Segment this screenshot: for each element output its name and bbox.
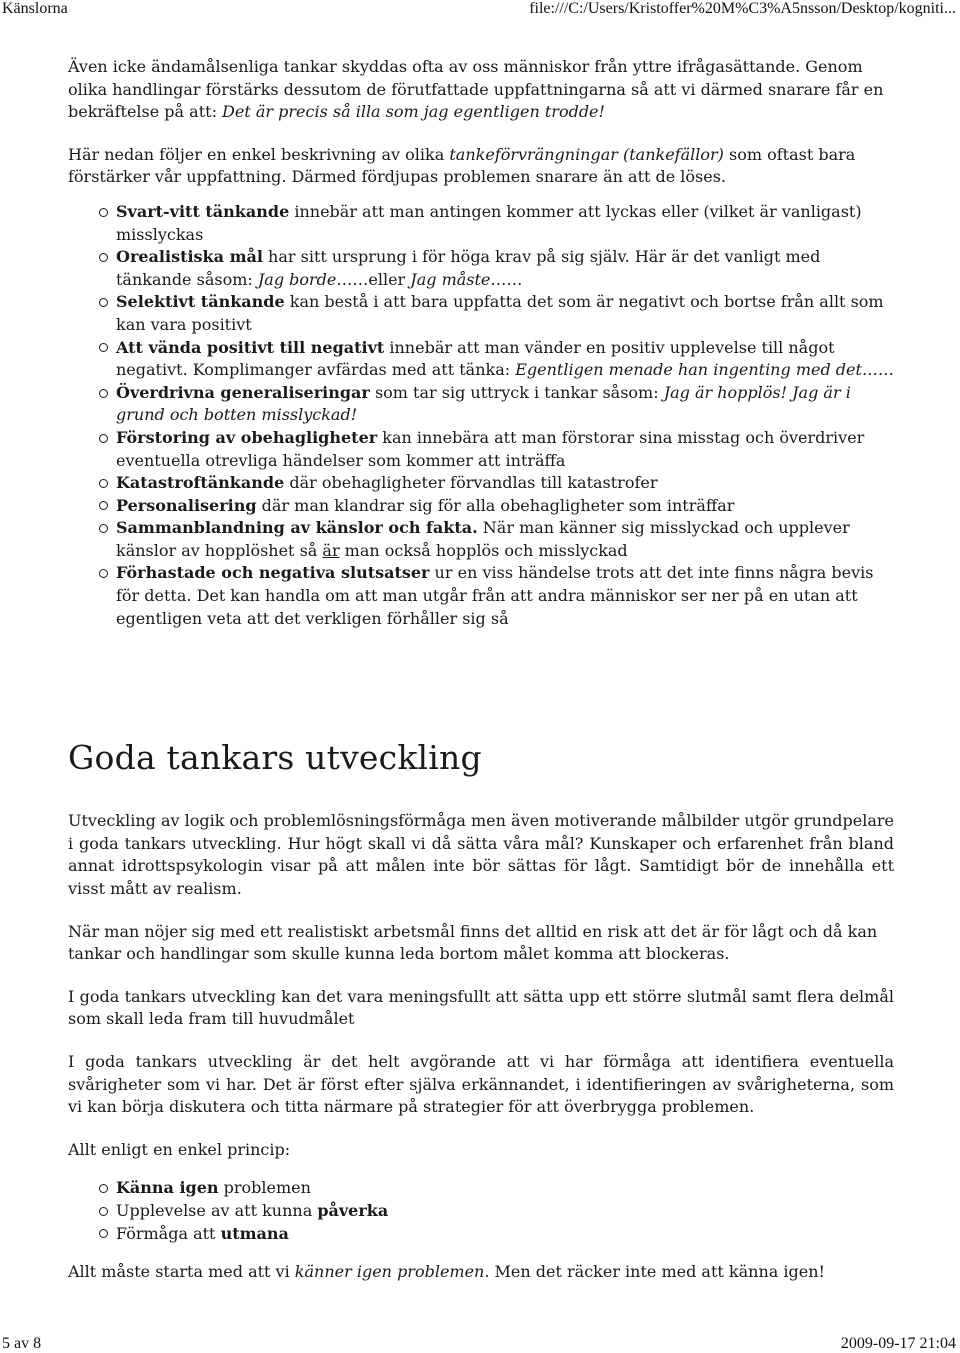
list-item: Upplevelse av att kunna påverka <box>116 1200 894 1223</box>
list-item: Känna igen problemen <box>116 1177 894 1200</box>
document-body <box>68 56 894 1284</box>
list-item: Personalisering där man klandrar sig för alla obehagligheter som inträffar <box>116 495 894 518</box>
list-item: Sammanblandning av känslor och fakta. När man känner sig misslyckad och upplever känslor av hopplöshet så är man också hopplös och misslyckad <box>116 517 894 562</box>
list-item: Selektivt tänkande kan bestå i att bara uppfatta det som är negativt och bortse från allt som kan vara positivt <box>116 291 894 336</box>
list-item: Förstoring av obehagligheter kan innebära att man förstorar sina misstag och överdriver eventuella otrevliga händelser som kommer att inträffa <box>116 427 894 472</box>
distortions-intro-paragraph: Här nedan följer en enkel beskrivning av olika tankeförvrängningar (tankefällor) som oftast bara förstärker vår uppfattning. Därmed fördjupas problemen snarare än att de löses. <box>68 144 856 187</box>
list-item: Orealistiska mål har sitt ursprung i för höga krav på sig själv. Här är det vanligt med tänkande såsom: Jag borde……eller Jag måste…… <box>116 246 894 291</box>
principle-list <box>68 1177 894 1245</box>
list-item: Svart-vitt tänkande innebär att man antingen kommer att lyckas eller (vilket är vanligast) misslyckas <box>116 201 894 246</box>
list-item: Förmåga att utmana <box>116 1223 894 1246</box>
section-paragraph: I goda tankars utveckling är det helt avgörande att vi har förmåga att identifiera eventuella svårigheter som vi har. Det är först efter själva erkännandet, i identifieringen av svårigheterna, som vi kan börja diskutera och titta närmare på strategier för att överbrygga problemen. <box>68 1052 894 1117</box>
page-counter: 5 av 8 <box>2 1335 42 1352</box>
list-item: Att vända positivt till negativt innebär att man vänder en positiv upplevelse till något negativt. Komplimanger avfärdas med att tänka: Egentligen menade han ingenting med det…… <box>116 337 894 382</box>
list-item: Katastroftänkande där obehagligheter förvandlas till katastrofer <box>116 472 894 495</box>
print-timestamp: 2009-09-17 21:04 <box>840 1335 956 1352</box>
page-file-url: file:///C:/Users/Kristoffer%20M%C3%A5nsson/Desktop/kogniti... <box>529 0 956 17</box>
intro-quote: Det är precis så illa som jag egentligen trodde! <box>222 102 605 122</box>
list-item: Förhastade och negativa slutsatser ur en viss händelse trots att det inte finns några bevis för detta. Det kan handla om att man utgår från att andra människor ser ner på en utan att egentligen veta att det verkligen förhåller sig så <box>116 562 894 630</box>
list-item: Överdrivna generaliseringar som tar sig uttryck i tankar såsom: Jag är hopplös! Jag är i grund och botten misslyckad! <box>116 382 894 427</box>
section-paragraph: I goda tankars utveckling kan det vara meningsfullt att sätta upp ett större slutmål samt flera delmål som skall leda fram till huvudmålet <box>68 986 894 1029</box>
browser-page-title: Känslorna <box>2 0 68 17</box>
closing-paragraph: Allt måste starta med att vi känner igen problemen. Men det räcker inte med att känna igen! <box>68 1262 825 1282</box>
distortions-term: tankeförvrängningar (tankefällor) <box>449 144 724 164</box>
principle-intro: Allt enligt en enkel princip: <box>68 1139 291 1159</box>
section-heading: Goda tankars utveckling <box>68 738 482 778</box>
section-paragraph: Utveckling av logik och problemlösningsförmåga men även motiverande målbilder utgör grundpelare i goda tankars utveckling. Hur högt skall vi då sätta våra mål? Kunskaper och erfarenhet från bland annat idrottspsykologin visar på att målen inte bör sättas för lågt. Samtidigt bör de innehålla ett visst mått av realism. <box>68 811 894 899</box>
section-paragraph: När man nöjer sig med ett realistiskt arbetsmål finns det alltid en risk att det är för lågt och då kan tankar och handlingar som skulle kunna leda bortom målet komma att blockeras. <box>68 921 878 964</box>
distortions-list <box>68 201 894 630</box>
intro-paragraph: Även icke ändamålsenliga tankar skyddas ofta av oss människor från yttre ifrågasättande. Genom olika handlingar förstärks dessutom de förutfattade uppfattningarna så att vi därmed snarare får en bekräftelse på att: Det är precis så illa som jag egentligen trodde! <box>68 57 884 122</box>
